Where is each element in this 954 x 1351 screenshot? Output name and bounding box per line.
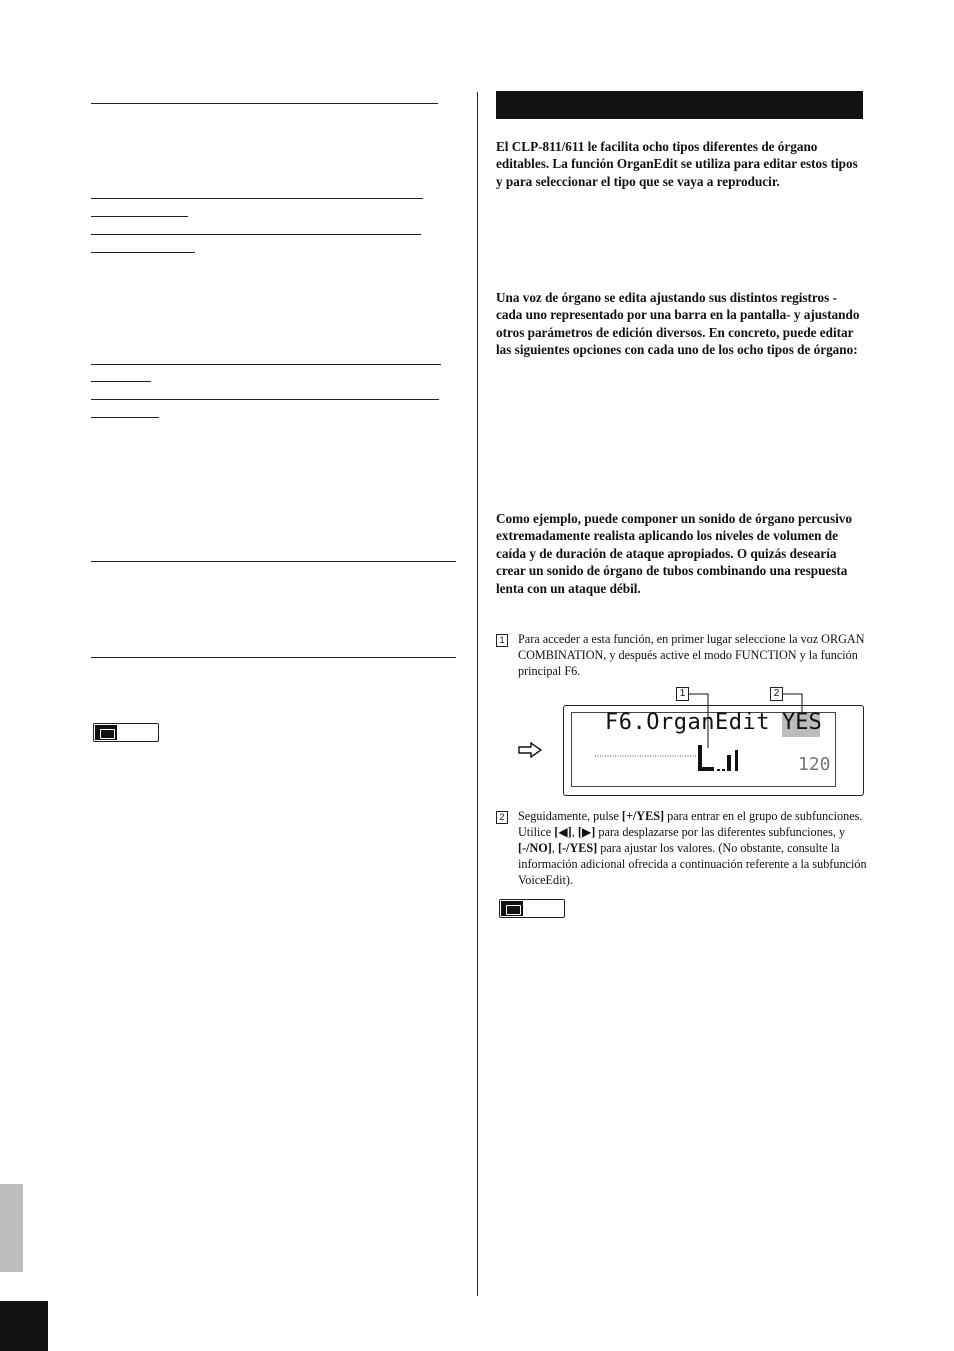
left-rule xyxy=(91,561,456,562)
left-rule xyxy=(91,103,438,104)
step-text-part: , xyxy=(551,840,558,855)
step-number: 1 xyxy=(496,634,508,647)
callout-2: 2 xyxy=(770,687,783,701)
left-underline xyxy=(91,198,423,199)
step-text-part: para ajustar los valores. (No obstante, consulte la información adicional ofrecida a continuación referente a la subfunción VoiceEdit). xyxy=(518,840,867,887)
example-paragraph: Como ejemplo, puede componer un sonido de órgano percusivo extremadamente realista aplicando los niveles de volumen de caída y de duración de ataque apropiados. O quizás desearía crear un sonido de órgano de tubos combinando una respuesta lenta con un ataque débil. xyxy=(496,511,852,596)
left-underline xyxy=(91,252,195,253)
lcd-function-name: F6.OrganEdit xyxy=(605,710,770,735)
step-text-part: para entrar en el grupo de subfunciones. Utilice xyxy=(518,809,863,839)
step-text: Para acceder a esta función, en primer lugar seleccione la voz ORGAN COMBINATION, y después active el modo FUNCTION y la función principal F6. xyxy=(518,632,865,678)
key-no-label: [-/NO] xyxy=(518,840,552,855)
step-text-part: , xyxy=(571,824,578,839)
edit-paragraph: Una voz de órgano se edita ajustando sus distintos registros -cada uno representado por una barra en la pantalla- y ajustando otros parámetros de edición diversos. En concreto, puede editar las siguientes opciones con cada uno de los ocho tipos de órgano: xyxy=(496,290,860,358)
key-left-label: [◀] xyxy=(554,824,572,839)
left-rule xyxy=(91,657,456,658)
pointer-arrow-icon xyxy=(518,742,542,758)
key-yes2-label: [-/YES] xyxy=(557,840,598,855)
left-underline xyxy=(91,417,159,418)
column-divider xyxy=(477,92,478,1296)
page-number-tab xyxy=(0,1301,48,1351)
left-underline xyxy=(91,364,441,365)
callout-1: 1 xyxy=(676,687,689,701)
left-underline xyxy=(91,399,439,400)
left-underline xyxy=(91,381,151,382)
callout-leaders xyxy=(680,690,810,750)
left-underline xyxy=(91,234,421,235)
left-underline xyxy=(91,216,188,217)
step-text xyxy=(518,809,868,889)
key-yes-label: [+/YES] xyxy=(621,809,665,823)
lcd-yes-text: YES xyxy=(782,710,822,735)
language-tab xyxy=(0,1184,23,1272)
key-right-label: [▶] xyxy=(577,824,596,839)
note-icon-right xyxy=(499,899,565,918)
step-text-part: para desplazarse por las diferentes subfunciones, y xyxy=(595,824,846,839)
note-icon-left xyxy=(93,723,159,742)
step-text-part: Seguidamente, pulse xyxy=(518,809,622,823)
lcd-value: 120 xyxy=(798,754,831,775)
intro-paragraph: El CLP-811/611 le facilita ocho tipos diferentes de órgano editables. La función OrganEdit se utiliza para editar estos tipos y para seleccionar el tipo que se vaya a reproducir. xyxy=(496,139,858,189)
section-header-bar xyxy=(496,91,863,119)
step-number: 2 xyxy=(496,811,508,824)
